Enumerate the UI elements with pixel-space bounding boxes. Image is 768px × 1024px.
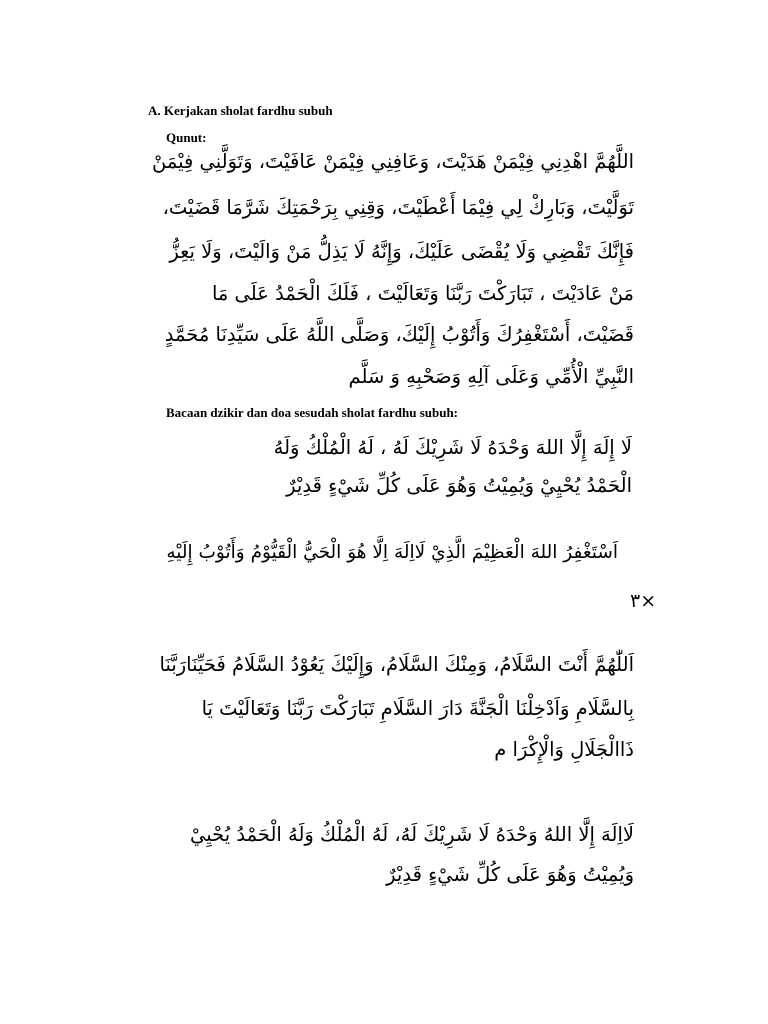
istighfar-line: اَسْتَغْفِرُ اللهَ الْعَظِيْمَ الَّذِيْ لَااِلَهَ اِلَّا هُوَ الْحَيُّ الْقَيُّوْمُ وَأَتُوْبُ إِلَيْهِ bbox=[166, 542, 618, 563]
qunut-line-3: فَإِنَّكَ تَقْضِي وَلَا يُقْضَى عَلَيْكَ، وَإِنَّهُ لَا يَذِلُّ مَنْ وَالَيْتَ، وَلَا يَعِزُّ bbox=[169, 240, 634, 263]
qunut-label: Qunut: bbox=[166, 130, 207, 145]
istighfar-count: ٣× bbox=[630, 590, 657, 612]
salam-line-3: ذَاالْجَلَالِ وَالْإِكْرَا م bbox=[494, 738, 634, 761]
qunut-line-6: النَّبِيِّ الْأُمِّي وَعَلَى آلِهِ وَصَحْبِهِ وَ سَلَّم bbox=[348, 365, 634, 388]
salam-line-2: بِالسَّلَامِ وَاَدْخِلْنَا الْجَنَّةَ دَارَ السَّلَامِ تَبَارَكْتَ رَبَّنَا وَتَعَالَيْتَ يَا bbox=[201, 697, 634, 720]
tahlil2-line-1: لَااِلَهَ إِلَّا اللهُ وَحْدَهُ لَا شَرِيْكَ لَهُ، لَهُ الْمُلْكُ وَلَهُ الْحَمْدُ يُحْيِيْ bbox=[190, 823, 634, 846]
tahlil-line-2: الْحَمْدُ يُحْيِيْ وَيُمِيْتُ وَهُوَ عَلَى كُلِّ شَيْءٍ قَدِيْرٌ bbox=[286, 474, 632, 497]
qunut-line-5: قَضَيْتَ، أَسْتَغْفِرُكَ وَأَتُوْبُ إِلَيْكَ، وَصَلَّى اللَّهُ عَلَى سَيِّدِنَا مُحَمَّدٍ bbox=[164, 323, 634, 346]
dzikir-heading: Bacaan dzikir dan doa sesudah sholat fardhu subuh: bbox=[166, 405, 459, 420]
salam-line-1: اَللّٰهُمَّ أَنْتَ السَّلَامُ، وَمِنْكَ السَّلَامُ، وَإِلَيْكَ يَعُوْدُ السَّلَامُ فَحَيِّنَارَبَّنَا bbox=[159, 653, 634, 676]
section-title: A. Kerjakan sholat fardhu subuh bbox=[148, 103, 333, 118]
tahlil2-line-2: وَيُمِيْتُ وَهُوَ عَلَى كُلِّ شَيْءٍ قَدِيْرٌ bbox=[386, 863, 634, 886]
tahlil-line-1: لَا إِلَهَ إِلَّا اللهَ وَحْدَهُ لَا شَرِيْكَ لَهُ ، لَهُ الْمُلْكُ وَلَهُ bbox=[273, 436, 632, 459]
qunut-line-2: تَوَلَّيْتَ، وَبَارِكْ لِي فِيْمَا أَعْطَيْتَ، وَقِنِي بِرَحْمَتِكَ شَرَّمَا قَضَيْتَ، bbox=[162, 196, 634, 219]
qunut-line-4: مَنْ عَادَيْتَ ، تَبَارَكْتَ رَبَّنَا وَتَعَالَيْتَ ، فَلَكَ الْحَمْدُ عَلَى مَا bbox=[211, 282, 634, 305]
qunut-line-1: اللَّهُمَّ اهْدِنِي فِيْمَنْ هَدَيْتَ، وَعَافِنِي فِيْمَنْ عَافَيْتَ، وَتَوَلَّنِي فِيْمَنْ bbox=[151, 150, 634, 173]
